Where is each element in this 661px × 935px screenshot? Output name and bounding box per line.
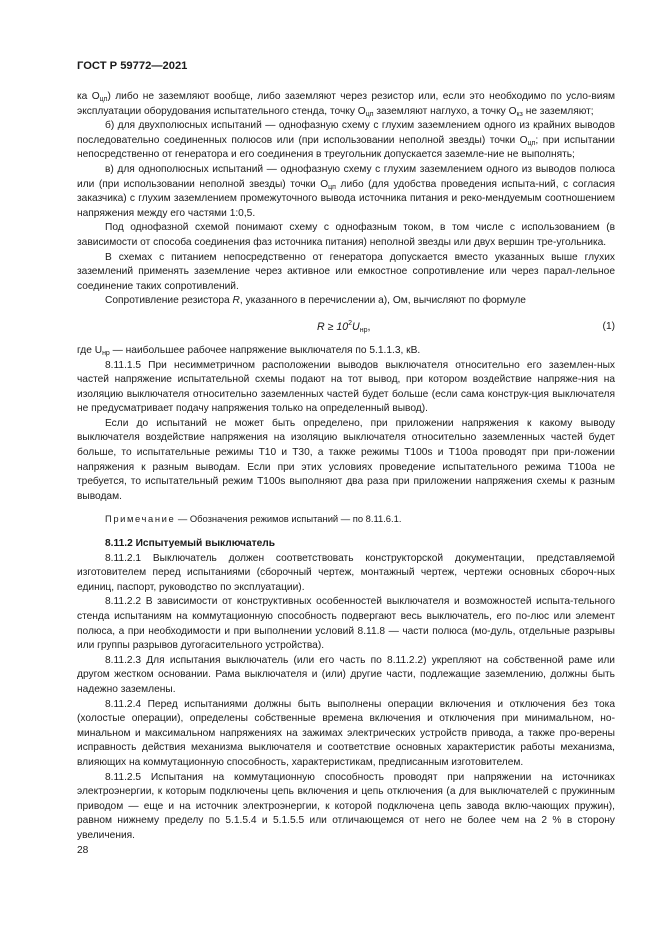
formula xyxy=(77,314,615,340)
paragraph: 8.11.2.3 Для испытания выключатель (или его часть по 8.11.2.2) укрепляют на собственной раме или другом жестком основании. Рама выключателя и (или) другие части, подлежащие заземлению, должны быть надежно заземлены. xyxy=(77,654,615,695)
note-label: Примечание xyxy=(105,513,176,525)
document-header: ГОСТ Р 59772—2021 xyxy=(77,60,188,72)
paragraph: 8.11.2.4 Перед испытаниями должны быть выполнены операции включения и отключения без тока (холостые операции), определены собственные времена включения и отключения при минимальном, но-минальном и максимальном напряжениях на зажимах электрических устройств привода, а также про-верены исправность действия механизма выключателя и соответствие основных характеристик работы механизма, влияющих на коммутационную способность, характеристикам, предписанным изготовителем. xyxy=(77,698,615,768)
note: Примечание — Обозначения режимов испытаний — по 8.11.6.1. xyxy=(105,513,402,525)
paragraph: 8.11.1.5 При несимметричном расположении выводов выключателя относительно его заземлен-ных частей напряжение испытательной схемы подают на тот вывод, при котором воздействие напряже-ния на изоляцию выключателя относительно заземленных частей будет больше (если сама конструк-ция выключателя не предусматривает подачу напряжения только на определенный вывод). xyxy=(77,359,615,415)
paragraph: ка $O_{цп}$) либо не заземляют вообще, либо заземляют через резистор или, если это необходимо по усло-виям эксплуатации оборудования испытательного стенда, точку $O_{цп}$ заземляют наглухо, а точку $O_{кз}$ не заземляют; xyxy=(77,91,615,118)
paragraph: 8.11.2.2 В зависимости от конструктивных особенностей выключателя и возможностей испыта-тельного стенда испытаниям на коммутационную способность подвергают весь выключатель, его по-люс или элемент полюса, а при необходимости и при выполнении условий 8.11.8 — части полюса (мо-дуль, отдельные разрывы или группы разрывов дугогасительного устройства). xyxy=(77,596,615,652)
paragraph: Если до испытаний не может быть определено, при приложении напряжения к какому выводу выключателя воздействие напряжения на изоляцию выключателя относительно заземленных частей будет больше, то испытательные режимы Т10 и Т30, а также режимы T100s и T100a проводят при при-ложении напряжения к разным выводам. Если при этих условиях проведение испытательного режима Т100a не требуется, то испытательный режим T100s выполняют два раза при приложении напряжения схемы к разным выводам. xyxy=(77,417,615,502)
page-number: 28 xyxy=(77,845,89,856)
paragraph: где $U_{нр}$ — наибольшее рабочее напряжение выключателя по 5.1.1.3, кВ. xyxy=(77,344,421,357)
formula-expression: $R \ge 10^2U_{нр}$, xyxy=(317,319,371,334)
paragraph: в) для однополюсных испытаний — однофазную схему с глухим заземлением одного из выводов полюса или (при использовании неполной звезды) точки $O_{цп}$ либо (для удобства проведения испыта-ний, с согласия заказчика) с глухим заземлением промежуточного вывода источника питания и реко-мендуемым соотношением напряжения между его частями 1:0,5. xyxy=(77,163,616,219)
section-heading: 8.11.2 Испытуемый выключатель xyxy=(105,538,276,550)
paragraph: 8.11.2.1 Выключатель должен соответствовать конструкторской документации, представляемой изготовителем перед испытаниями (сборочный чертеж, монтажный чертеж, чертежи основных сбороч-ных единиц, паспорт, руководство по эксплуатации). xyxy=(77,552,615,593)
formula-number: (1) xyxy=(602,320,615,332)
paragraph: 8.11.2.5 Испытания на коммутационную способность проводят при напряжении на источниках электроэнергии, к которым подключены цепь включения и цепь отключения (а для выключателей с пружинным приводом — еще и на источник электроэнергии, к которой подключена цепь завода вклю-чающих пружин), равном нижнему пределу по 5.1.5.4 и 5.1.5.5 или отличающемся от него не более чем на 2 % в сторону увеличения. xyxy=(77,771,615,841)
paragraph: Под однофазной схемой понимают схему с однофазным током, в том числе с использованием (в зависимости от способа соединения фаз источника питания) неполной звезды или двух вершин тре-угольника. xyxy=(77,222,615,248)
paragraph: В схемах с питанием непосредственно от генератора допускается вместо указанных выше глухих заземлений применять заземление через активное или емкостное сопротивление или через парал-лельное соединение таких сопротивлений. xyxy=(77,251,615,292)
paragraph: б) для двухполюсных испытаний — однофазную схему с глухим заземлением одного из крайних выводов последовательно соединенных полюсов или (при использовании неполной звезды) точки $O_{цп}$; при испытании непосредственно от генератора и его соединения в треугольник допускается заземле-ние не выполнять; xyxy=(77,120,615,161)
paragraph: Сопротивление резистора R, указанного в перечислении а), Ом, вычисляют по формуле xyxy=(105,295,526,307)
document-body xyxy=(77,90,615,844)
